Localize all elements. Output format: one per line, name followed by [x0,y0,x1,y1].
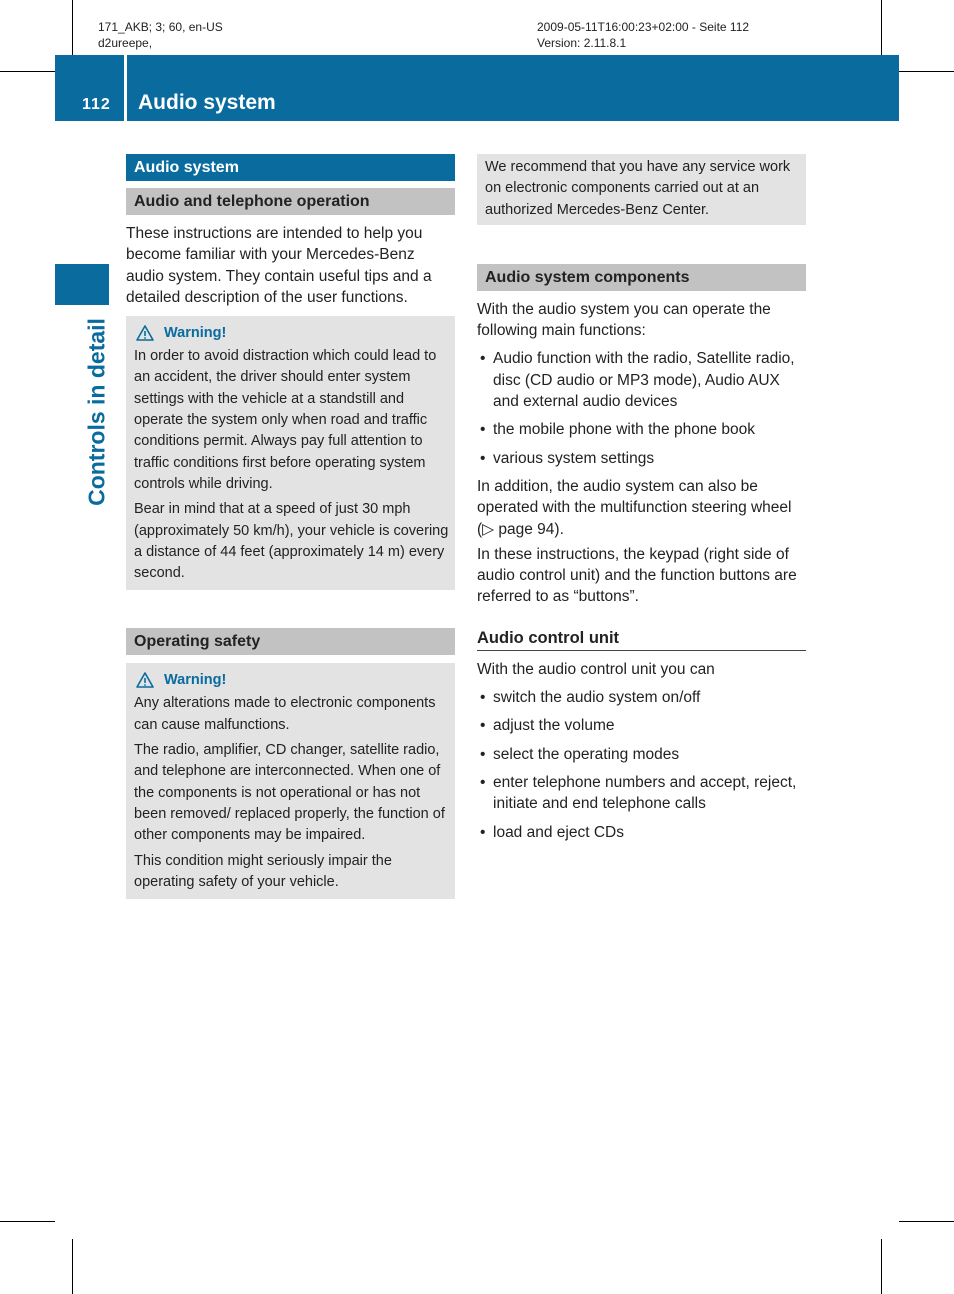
buttons-paragraph: In these instructions, the keypad (right side of audio control unit) and the function buttons are referred to as “buttons”. [477,545,797,606]
list-item: • enter telephone numbers and accept, reject, initiate and end telephone calls [477,772,806,815]
print-meta-right [537,19,749,51]
functions-list [477,348,806,468]
print-meta-left [98,19,223,51]
list-item: • load and eject CDs [477,822,806,843]
intro-paragraph: These instructions are intended to help you become familiar with your Mercedes-Benz audio system. They contain useful tips and a detailed description of the user functions. [126,225,432,306]
warning-text: Any alterations made to electronic components can cause malfunctions. [134,695,436,733]
right-column [477,154,806,843]
crop-mark [881,1239,882,1294]
list-item: • adjust the volume [477,715,806,736]
crop-mark [72,0,73,55]
note-box [477,154,806,225]
list-item: • various system settings [477,448,806,469]
meta-left-line2: d2ureepe, [98,36,153,50]
warning-text: The radio, amplifier, CD changer, satellite radio, and telephone are interconnected. When one of the components is not operational or has not been removed/ replaced properly, the function of other components may be impaired. [134,742,445,844]
warning-box-safety [126,663,455,899]
crop-mark [0,1221,55,1222]
list-item: • the mobile phone with the phone book [477,419,806,440]
warning-text: Bear in mind that at a speed of just 30 mph (approximately 50 km/h), your vehicle is covering a distance of 44 feet (approximately 14 m) every second. [134,501,449,582]
page-title: Audio system [138,91,276,114]
page-number: 112 [82,96,111,113]
control-unit-heading: Audio control unit [477,626,806,651]
warning-text: This condition might seriously impair the operating safety of your vehicle. [134,852,392,890]
side-tab-label: Controls in detail [83,318,110,506]
meta-left-line1: 171_AKB; 3; 60, en-US [98,20,223,34]
crop-mark [72,1239,73,1294]
sub-heading-operating-safety: Operating safety [126,628,455,655]
sub-heading-components: Audio system components [477,264,806,291]
warning-box-distraction [126,316,455,590]
left-column [126,154,455,899]
control-unit-intro: With the audio control unit you can [477,660,715,678]
crop-mark [0,71,55,72]
section-title: Audio system [126,154,455,181]
meta-right-line2: Version: 2.11.8.1 [537,36,627,50]
list-item: • select the operating modes [477,744,806,765]
warning-triangle-icon [136,325,154,341]
warning-header [134,320,449,346]
crop-mark [881,0,882,55]
note-text: We recommend that you have any service work on electronic components carried out at an authorized Mercedes-Benz Center. [485,159,791,218]
warning-label: Warning! [164,672,227,689]
warning-triangle-icon [136,672,154,688]
crop-mark [899,71,954,72]
steering-wheel-paragraph: In addition, the audio system can also be operated with the multifunction steering wheel (▷ page 94). [477,477,792,538]
side-tab-marker [55,264,109,305]
meta-right-line1: 2009-05-11T16:00:23+02:00 - Seite 112 [537,20,750,34]
header-divider [124,55,127,121]
crop-mark [899,1221,954,1222]
list-item: • switch the audio system on/off [477,687,806,708]
sub-heading-audio-telephone: Audio and telephone operation [126,188,455,215]
control-unit-list [477,687,806,843]
warning-text: In order to avoid distraction which could lead to an accident, the driver should enter system settings with the vehicle at a standstill and operate the system only when road and traffic conditions permit. Always pay full attention to traffic conditions first before operating system controls while driving. [134,348,437,492]
warning-label: Warning! [164,325,227,342]
warning-header [134,667,449,693]
list-item: • Audio function with the radio, Satellite radio, disc (CD audio or MP3 mode), Audio AUX and external audio devices [477,348,806,412]
components-intro: With the audio system you can operate the following main functions: [477,300,771,340]
